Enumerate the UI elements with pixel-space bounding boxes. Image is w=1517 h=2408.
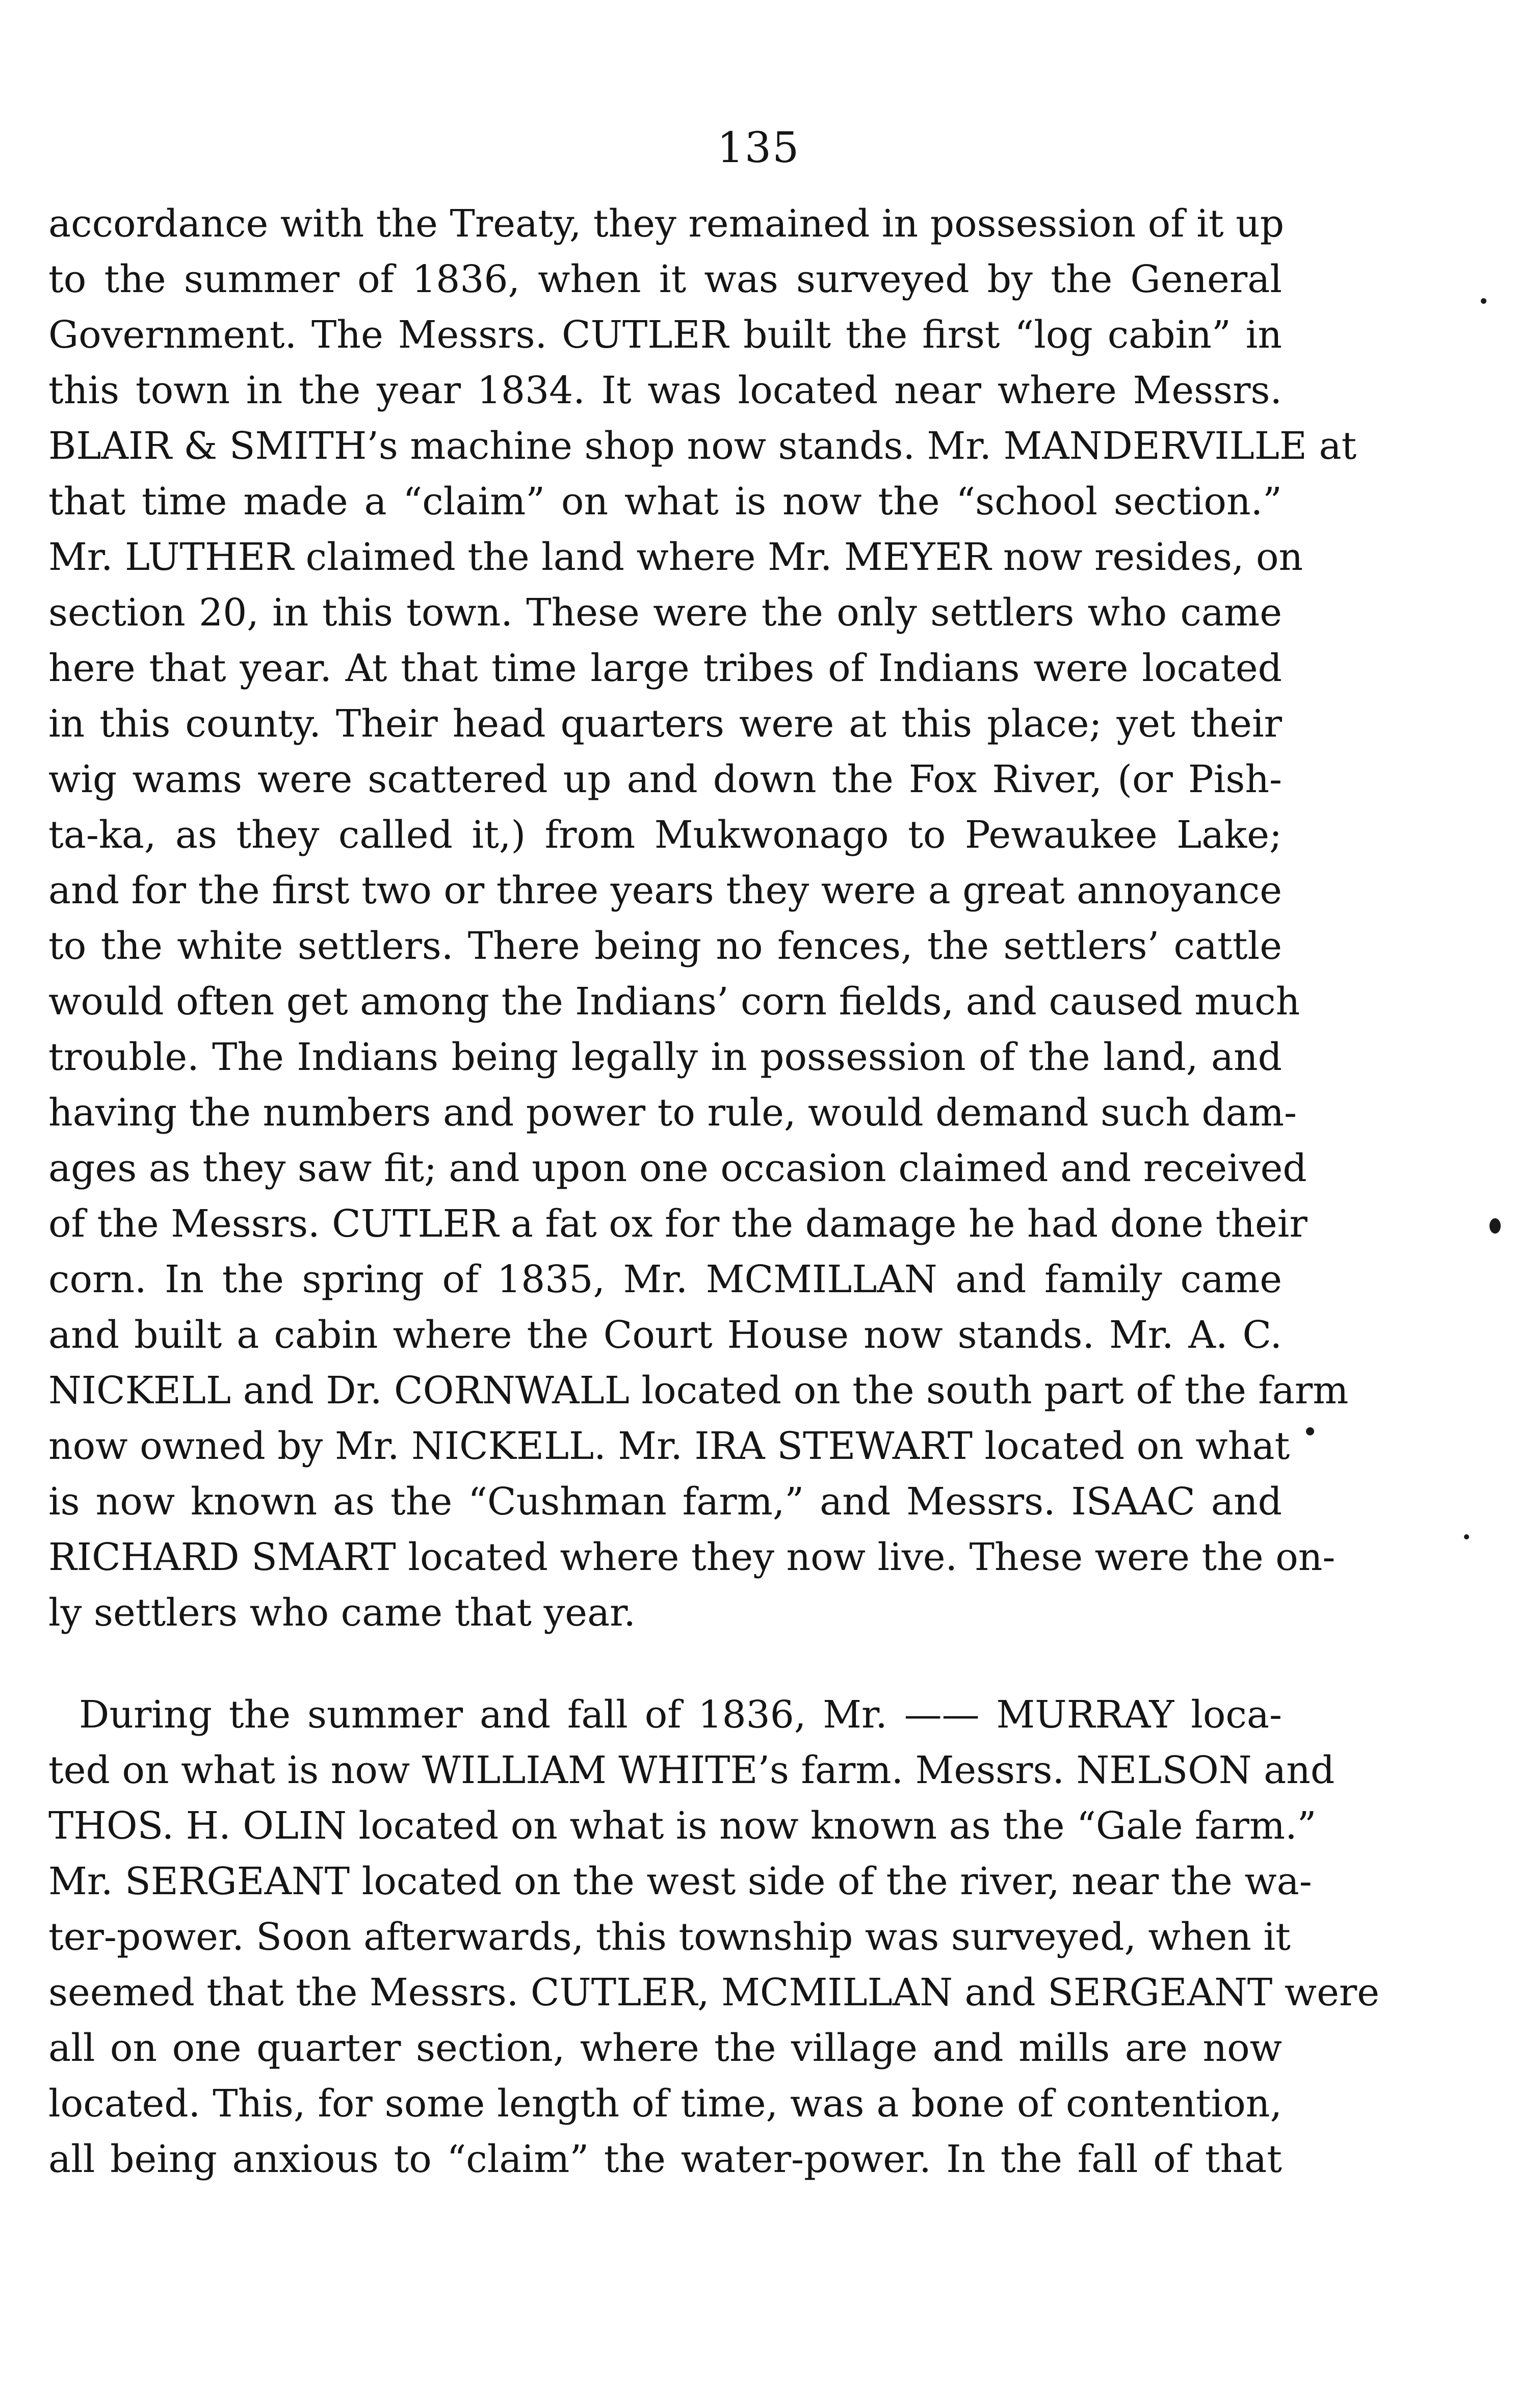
text-line: this town in the year 1834. It was located near where Messrs.: [48, 369, 1282, 412]
text-line: trouble. The Indians being legally in possession of the land, and: [48, 1035, 1282, 1079]
text-line: and built a cabin where the Court House now stands. Mr. A. C.: [48, 1313, 1282, 1357]
print-speck: [1481, 298, 1486, 304]
print-speck: [1464, 1534, 1469, 1539]
text-line: THOS. H. OLIN located on what is now known as the “Gale farm.”: [48, 1804, 1317, 1848]
text-line: section 20, in this town. These were the only settlers who came: [48, 591, 1282, 635]
paragraph-1: [48, 196, 1357, 1641]
text-line: wig wams were scattered up and down the Fox River, (or Pish-: [48, 757, 1282, 801]
text-line: here that year. At that time large tribes of Indians were located: [48, 646, 1282, 690]
paragraph-2: [48, 1687, 1380, 2187]
text-line: all on one quarter section, where the village and mills are now: [48, 2026, 1282, 2070]
text-line: all being anxious to “claim” the water-power. In the fall of that: [48, 2137, 1282, 2181]
print-speck: [1306, 1427, 1314, 1435]
text-line: to the summer of 1836, when it was surveyed by the General: [48, 257, 1282, 301]
text-line: corn. In the spring of 1835, Mr. MCMILLAN and family came: [48, 1258, 1282, 1301]
text-line: Mr. SERGEANT located on the west side of the river, near the wa-: [48, 1860, 1312, 1903]
text-line: ted on what is now WILLIAM WHITE’s farm. Messrs. NELSON and: [48, 1748, 1335, 1792]
text-line: and for the first two or three years they were a great annoyance: [48, 869, 1282, 912]
text-line: Mr. LUTHER claimed the land where Mr. MEYER now resides, on: [48, 535, 1303, 579]
text-line: ages as they saw fit; and upon one occasion claimed and received: [48, 1146, 1307, 1190]
text-line: seemed that the Messrs. CUTLER, MCMILLAN and SERGEANT were: [48, 1971, 1380, 2014]
text-line: accordance with the Treaty, they remained in possession of it up: [48, 202, 1285, 246]
text-line: BLAIR & SMITH’s machine shop now stands. Mr. MANDERVILLE at: [48, 424, 1357, 468]
text-line: ta-ka, as they called it,) from Mukwonago to Pewaukee Lake;: [48, 813, 1282, 857]
page-number: 135: [717, 124, 800, 172]
text-line: having the numbers and power to rule, would demand such dam-: [48, 1091, 1297, 1135]
text-line: RICHARD SMART located where they now live. These were the on-: [48, 1535, 1336, 1579]
text-line: Government. The Messrs. CUTLER built the first “log cabin” in: [48, 313, 1282, 357]
text-line: that time made a “claim” on what is now the “school section.”: [48, 480, 1282, 524]
text-line: ly settlers who came that year.: [48, 1591, 636, 1635]
text-line: now owned by Mr. NICKELL. Mr. IRA STEWART located on what: [48, 1424, 1290, 1468]
text-line: to the white settlers. There being no fences, the settlers’ cattle: [48, 924, 1282, 968]
text-line: would often get among the Indians’ corn fields, and caused much: [48, 980, 1300, 1024]
text-line: located. This, for some length of time, was a bone of contention,: [48, 2082, 1282, 2126]
text-line: NICKELL and Dr. CORNWALL located on the south part of the farm: [48, 1369, 1349, 1412]
text-line: is now known as the “Cushman farm,” and Messrs. ISAAC and: [48, 1480, 1282, 1524]
print-speck: [1489, 1218, 1501, 1234]
text-line: ter-power. Soon afterwards, this township was surveyed, when it: [48, 1915, 1291, 1959]
text-line: in this county. Their head quarters were at this place; yet their: [48, 702, 1282, 746]
text-line: During the summer and fall of 1836, Mr. —— MURRAY loca-: [79, 1693, 1282, 1737]
text-line: of the Messrs. CUTLER a fat ox for the damage he had done their: [48, 1202, 1307, 1246]
